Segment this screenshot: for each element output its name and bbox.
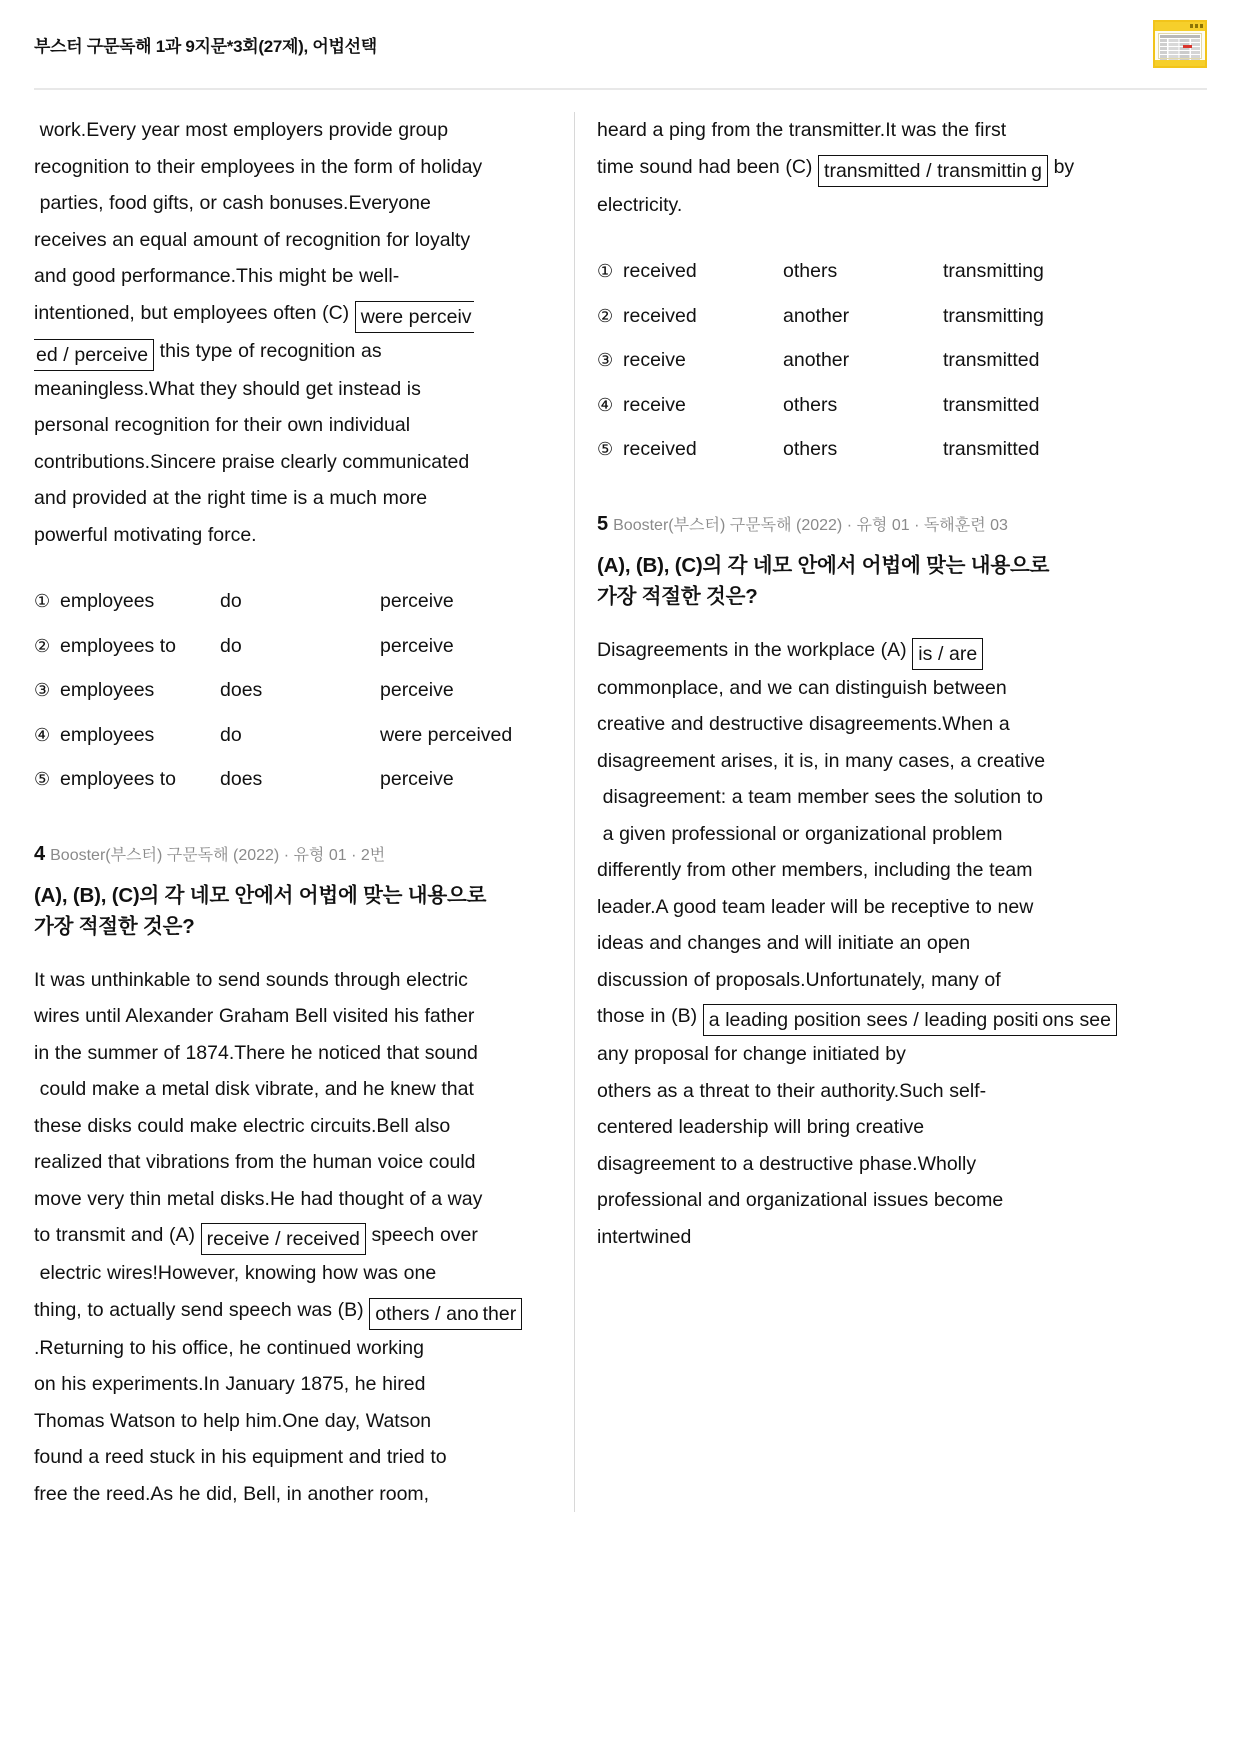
passage-line: commonplace, and we can distinguish between (597, 676, 1007, 699)
document-preview-icon[interactable] (1153, 20, 1207, 68)
option-row[interactable] (34, 624, 556, 669)
option-row[interactable] (597, 427, 1127, 472)
passage-line: disagreement arises, it is, in many cases, a creative (597, 749, 1046, 772)
passage-line: centered leadership will bring creative (597, 1116, 925, 1138)
option-col-c: transmitted (943, 393, 1040, 416)
option-col-a: employees (60, 679, 155, 701)
question-5-title-line2: 가장 적절한 것은? (597, 584, 758, 608)
passage-line: heard a ping from the transmitter.It was the first (597, 119, 1007, 141)
two-column-layout (0, 112, 1241, 1512)
choice-box-c-part1[interactable]: transmitted / transmittin (818, 155, 1029, 187)
question-5-title-line1: (A), (B), (C)의 각 네모 안에서 어법에 맞는 내용으로 (597, 553, 1050, 577)
option-row[interactable] (34, 713, 556, 758)
question-5-block (597, 512, 1127, 1256)
passage-line: leader.A good team leader will be receptive to new (597, 895, 1034, 918)
option-number: ③ (34, 680, 51, 700)
passage-line: professional and organizational issues become (597, 1189, 1004, 1211)
option-col-b: does (220, 768, 263, 790)
thumbnail-highlight (1183, 45, 1192, 48)
passage-line: found a reed stuck in his equipment and tried to (34, 1446, 447, 1468)
option-col-b: others (783, 393, 838, 416)
choice-box-b-part1[interactable]: others / ano (369, 1298, 480, 1330)
option-col-c: were perceived (380, 723, 513, 746)
option-row[interactable] (597, 338, 1127, 383)
passage-line: disagreement: a team member sees the solution to (597, 786, 1043, 808)
option-col-b: others (783, 438, 838, 460)
question-5-source: Booster(부스터) 구문독해 (2022) · 유형 01 · 독해훈련 03 (613, 516, 1008, 534)
passage-q5 (597, 632, 1127, 1256)
option-row[interactable] (597, 383, 1127, 428)
passage-line: discussion of proposals.Unfortunately, many of (597, 968, 1001, 991)
passage-line: work.Every year most employers provide group (34, 119, 449, 141)
passage-line: receives an equal amount of recognition for loyalty (34, 228, 471, 251)
passage-line: recognition to their employees in the form of holiday (34, 155, 483, 178)
option-col-b: do (220, 634, 242, 657)
passage-line: on his experiments.In January 1875, he hired (34, 1373, 426, 1395)
passage-line: disagreement to a destructive phase.Wholly (597, 1152, 977, 1175)
option-col-a: employees (60, 723, 155, 746)
passage-line: electric wires!However, knowing how was one (34, 1262, 437, 1284)
passage-line: Thomas Watson to help him.One day, Watson (34, 1409, 432, 1432)
question-4-block (34, 842, 556, 1513)
option-col-a: employees to (60, 634, 176, 657)
option-col-c: transmitting (943, 260, 1044, 282)
column-divider (574, 112, 575, 1512)
option-number: ④ (597, 394, 614, 415)
passage-line: intertwined (597, 1225, 692, 1248)
option-row[interactable] (34, 668, 556, 713)
option-col-c: perceive (380, 634, 454, 657)
option-col-a: receive (623, 349, 686, 371)
passage-line: personal recognition for their own individual (34, 414, 411, 436)
question-4-title (34, 880, 556, 942)
option-col-b: another (783, 349, 850, 371)
choice-box-c-part2[interactable]: g (1029, 155, 1048, 187)
question-5-number: 5 (597, 512, 609, 535)
passage-line: ideas and changes and will initiate an open (597, 932, 971, 954)
option-number: ⑤ (597, 439, 614, 459)
option-number: ③ (597, 350, 614, 370)
choice-box-a[interactable]: is / are (912, 638, 983, 670)
option-col-c: perceive (380, 768, 454, 790)
passage-text: time sound had been (C) (597, 155, 819, 178)
passage-text: those in (B) (597, 1005, 703, 1027)
option-col-b: do (220, 590, 242, 612)
choice-box-b-part2[interactable]: ther (481, 1298, 523, 1330)
passage-line: move very thin metal disks.He had thought of a way (34, 1187, 483, 1210)
question-4-meta (34, 842, 556, 866)
option-col-a: employees (60, 590, 155, 612)
option-col-b: do (220, 723, 242, 746)
passage-line: and provided at the right time is a much more (34, 487, 428, 509)
header-divider (34, 88, 1207, 90)
answer-options-q3 (34, 579, 556, 802)
choice-box-c-part2[interactable]: ed / perceive (34, 339, 154, 371)
passage-q4-continued (597, 112, 1127, 223)
passage-line: creative and destructive disagreements.When a (597, 713, 1010, 735)
option-col-c: transmitting (943, 304, 1044, 327)
thumbnail-grid (1158, 33, 1202, 59)
passage-line: It was unthinkable to send sounds through electric (34, 968, 468, 991)
passage-line: free the reed.As he did, Bell, in another room, (34, 1482, 430, 1505)
answer-options-q4 (597, 249, 1127, 472)
passage-text: Disagreements in the workplace (A) (597, 638, 913, 661)
passage-text: intentioned, but employees often (C) (34, 301, 355, 324)
option-col-a: received (623, 304, 697, 327)
choice-box-a[interactable]: receive / received (201, 1223, 366, 1255)
passage-line: others as a threat to their authority.Such self- (597, 1079, 987, 1102)
passage-line: could make a metal disk vibrate, and he knew that (34, 1078, 474, 1100)
passage-line: realized that vibrations from the human voice could (34, 1151, 476, 1173)
passage-line: these disks could make electric circuits.Bell also (34, 1114, 451, 1137)
thumbnail-footerbar (1155, 60, 1205, 66)
thumbnail-window-controls (1190, 24, 1203, 28)
option-row[interactable] (597, 249, 1127, 294)
option-col-c: transmitted (943, 438, 1040, 460)
option-col-a: received (623, 438, 697, 460)
question-4-source: Booster(부스터) 구문독해 (2022) · 유형 01 · 2번 (50, 846, 386, 864)
option-col-a: receive (623, 393, 686, 416)
option-col-a: received (623, 260, 697, 282)
passage-q4 (34, 962, 556, 1513)
choice-box-b-part2[interactable]: ons see (1040, 1004, 1117, 1036)
passage-line: differently from other members, including the team (597, 859, 1033, 881)
option-number: ② (34, 635, 51, 656)
question-4-title-line1: (A), (B), (C)의 각 네모 안에서 어법에 맞는 내용으로 (34, 883, 487, 907)
passage-line: contributions.Sincere praise clearly communicated (34, 450, 470, 473)
option-col-c: perceive (380, 679, 454, 701)
option-col-c: transmitted (943, 349, 1040, 371)
left-column (34, 112, 574, 1512)
passage-q3-continued (34, 112, 556, 553)
passage-text: to transmit and (A) (34, 1224, 201, 1246)
option-row[interactable] (597, 294, 1127, 339)
right-column (587, 112, 1127, 1512)
question-5-meta (597, 512, 1127, 536)
option-row[interactable] (34, 757, 556, 802)
option-number: ① (34, 591, 51, 611)
option-number: ④ (34, 724, 51, 745)
question-4-number: 4 (34, 842, 46, 865)
passage-text: .Returning to his office, he continued working (34, 1336, 424, 1359)
question-4-title-line2: 가장 적절한 것은? (34, 914, 195, 938)
question-5-title (597, 550, 1127, 612)
option-col-b: others (783, 260, 838, 282)
option-row[interactable] (34, 579, 556, 624)
thumbnail-titlebar (1155, 22, 1205, 31)
passage-line: meaningless.What they should get instead is (34, 377, 421, 400)
option-col-b: does (220, 679, 263, 701)
passage-line: wires until Alexander Graham Bell visited his father (34, 1005, 475, 1027)
page-header (0, 0, 1241, 88)
choice-box-c-part1[interactable]: were perceiv (355, 301, 474, 333)
passage-text: this type of recognition as (154, 339, 382, 362)
option-col-b: another (783, 304, 850, 327)
option-number: ⑤ (34, 769, 51, 789)
option-number: ① (597, 261, 614, 281)
passage-text: speech over (365, 1224, 478, 1246)
option-col-c: perceive (380, 590, 454, 612)
choice-box-b-part1[interactable]: a leading position sees / leading positi (703, 1004, 1041, 1036)
passage-line: in the summer of 1874.There he noticed that sound (34, 1041, 478, 1064)
page-title: 부스터 구문독해 1과 9지문*3회(27제), 어법선택 (34, 36, 377, 56)
passage-line: a given professional or organizational problem (597, 822, 1003, 845)
passage-text: thing, to actually send speech was (B) (34, 1298, 370, 1321)
option-number: ② (597, 305, 614, 326)
passage-text: by electricity. (597, 155, 1075, 216)
passage-text: any proposal for change initiated by (597, 1043, 906, 1065)
option-col-a: employees to (60, 768, 176, 790)
passage-line: parties, food gifts, or cash bonuses.Everyone (34, 192, 431, 214)
passage-line: powerful motivating force. (34, 523, 257, 546)
passage-line: and good performance.This might be well- (34, 265, 400, 287)
